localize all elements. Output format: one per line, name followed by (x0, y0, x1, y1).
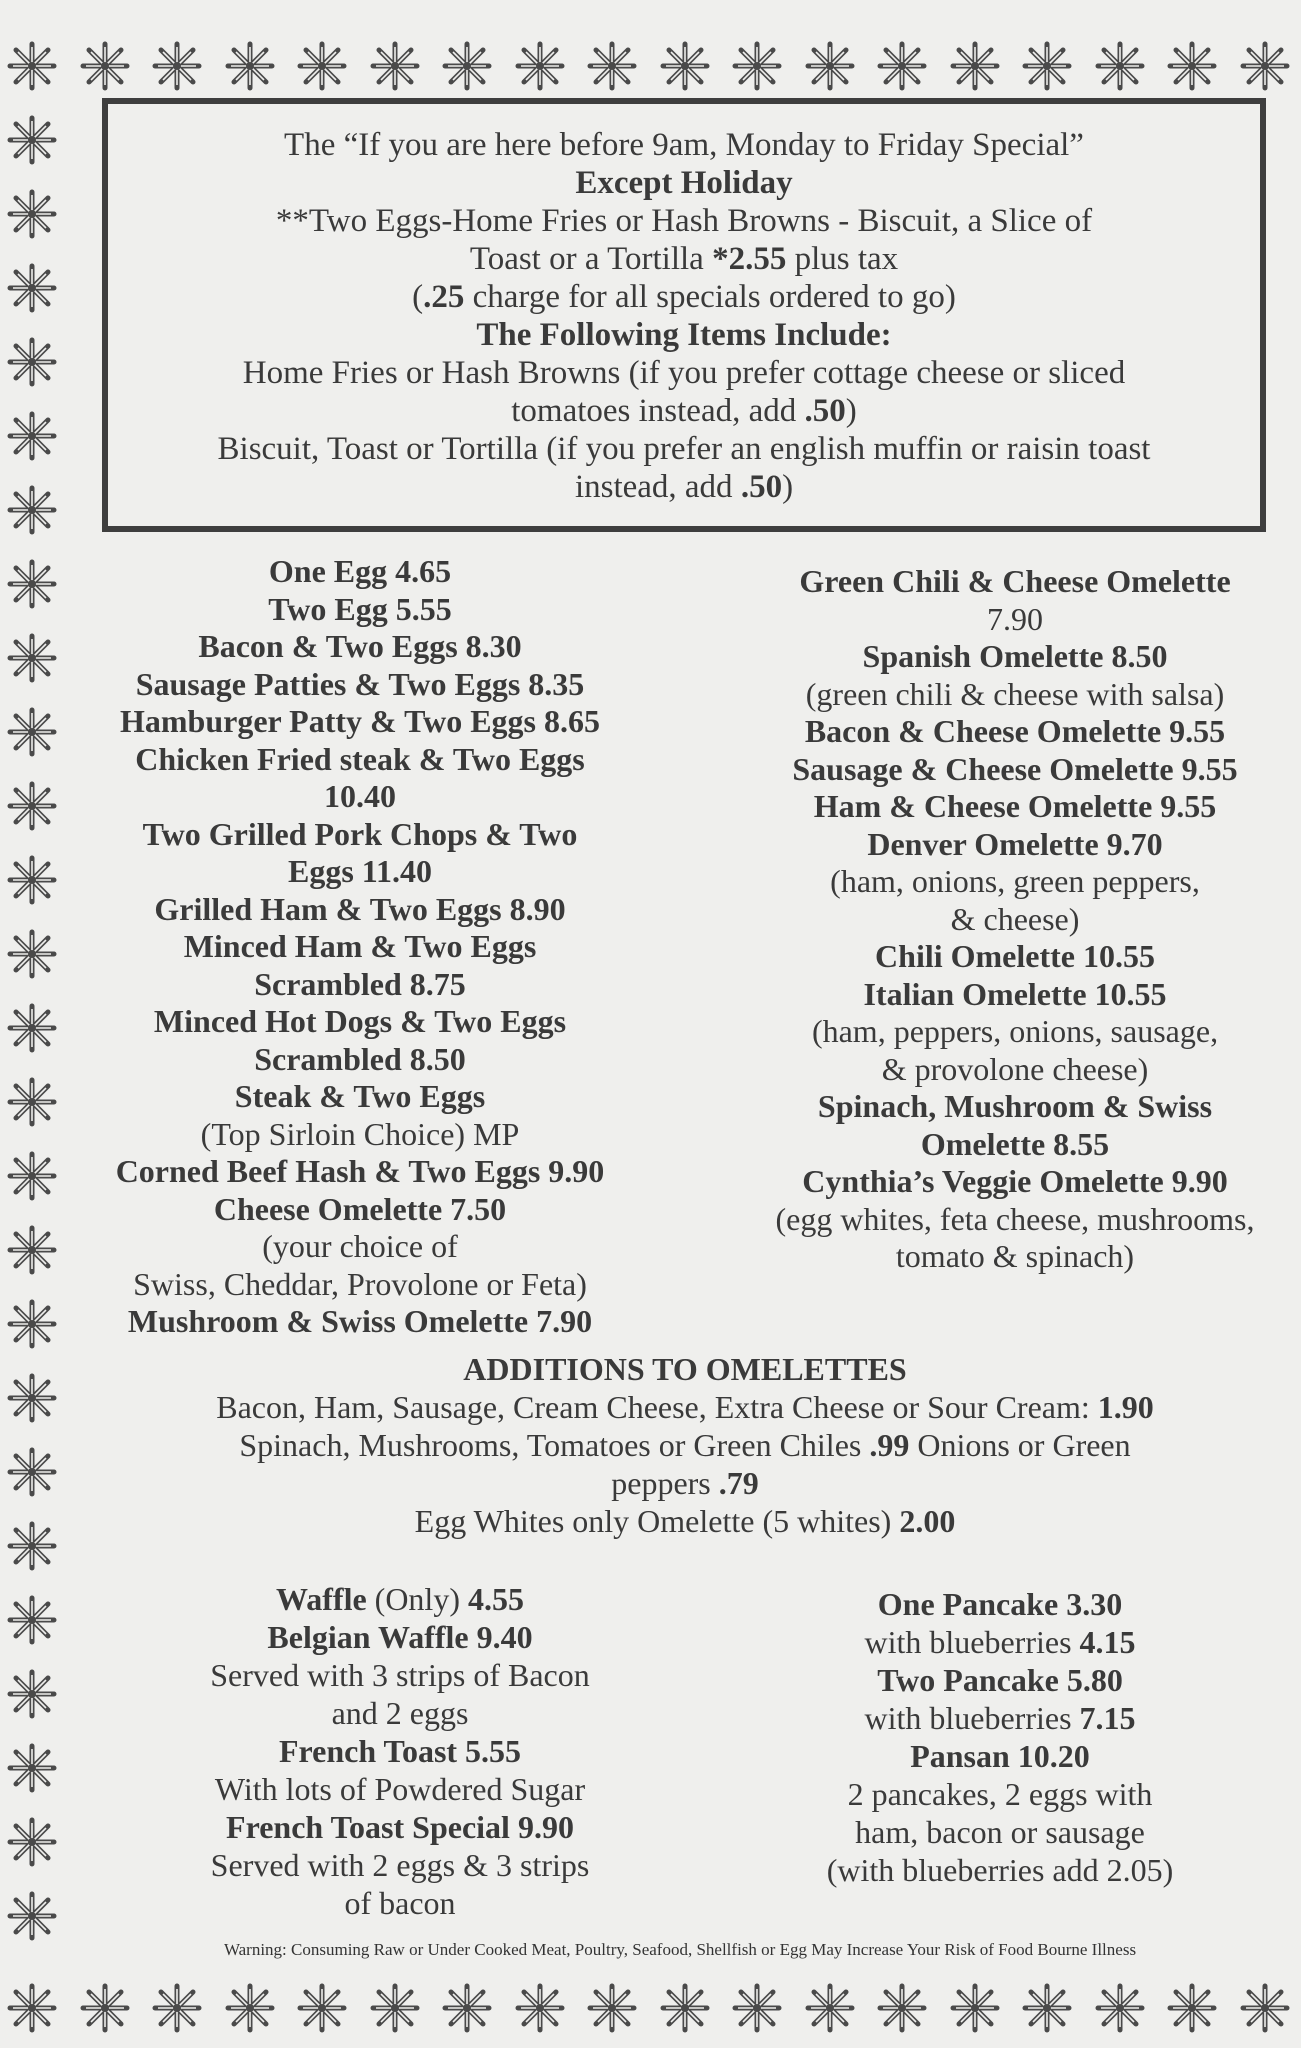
french-toast-desc: With lots of Powdered Sugar (214, 1771, 586, 1807)
bottom-ornament-border (0, 1980, 1301, 2040)
asterisk-flower-icon (729, 1980, 785, 2036)
omelette-item: (green chili & cheese with salsa) (805, 675, 1225, 712)
egg-dish-item: Scrambled 8.50 (254, 1040, 466, 1077)
additions-section (110, 1350, 1260, 1540)
egg-dish-item: Cheese Omelette 7.50 (213, 1190, 507, 1227)
asterisk-flower-icon (802, 38, 858, 94)
muffin-paren: ) (782, 469, 794, 505)
two-pancake-blueberry (740, 1699, 1260, 1737)
additions-title: ADDITIONS TO OMELETTES (463, 1351, 907, 1387)
omelette-item: Cynthia’s Veggie Omelette 9.90 (802, 1163, 1228, 1199)
waffle-price: 4.55 (467, 1581, 524, 1617)
omelette-item: Omelette 8.55 (920, 1125, 1110, 1162)
asterisk-flower-icon (77, 38, 133, 94)
egg-dish-item: 10.40 (324, 778, 396, 814)
biscuit-note: Biscuit, Toast or Tortilla (if you prefer an english muffin or raisin toast (217, 431, 1151, 467)
asterisk-flower-icon (4, 482, 60, 538)
omelette-item: Green Chili & Cheese Omelette (799, 563, 1231, 599)
tomatoes-paren: ) (845, 393, 857, 429)
two-pancake: Two Pancake 5.80 (877, 1662, 1123, 1698)
egg-dish-item: Two Egg 5.55 (268, 590, 452, 627)
asterisk-flower-icon (4, 38, 60, 94)
omelette-item: (ham, onions, green peppers, (830, 863, 1200, 899)
egg-dish-item: Bacon & Two Eggs 8.30 (198, 628, 522, 664)
asterisk-flower-icon (4, 1980, 60, 2036)
egg-dish-item: Scrambled 8.75 (254, 965, 466, 1002)
waffle-item (150, 1580, 650, 1618)
belgian-waffle: Belgian Waffle 9.40 (267, 1619, 533, 1655)
omelette-item: Chili Omelette 10.55 (875, 938, 1155, 974)
asterisk-flower-icon (4, 556, 60, 612)
belgian-desc-2: and 2 eggs (331, 1695, 469, 1731)
pansan-desc-2: ham, bacon or sausage (855, 1814, 1145, 1850)
asterisk-flower-icon (4, 1444, 60, 1500)
to-go-paren: ( (412, 279, 424, 315)
asterisk-flower-icon (4, 186, 60, 242)
asterisk-flower-icon (874, 38, 930, 94)
two-blueberry-text: with blueberries (864, 1700, 1080, 1736)
egg-dish-item: (Top Sirloin Choice) MP (200, 1115, 520, 1152)
egg-dish-item: Minced Ham & Two Eggs (183, 928, 537, 964)
omelette-item: & provolone cheese) (881, 1050, 1149, 1087)
egg-dish-item: Two Grilled Pork Chops & Two (142, 815, 578, 852)
egg-dish-item: Steak & Two Eggs (234, 1078, 486, 1114)
egg-dish-item: Sausage Patties & Two Eggs 8.35 (135, 665, 585, 702)
asterisk-flower-icon (4, 1000, 60, 1056)
asterisk-flower-icon (4, 1370, 60, 1426)
omelette-item: Spinach, Mushroom & Swiss (817, 1088, 1213, 1124)
egg-dish-item: Swiss, Cheddar, Provolone or Feta) (133, 1265, 587, 1302)
to-go-text: charge for all specials ordered to go) (464, 279, 956, 315)
additions-veg-text: Spinach, Mushrooms, Tomatoes or Green Chiles (239, 1427, 870, 1463)
following-items-heading: The Following Items Include: (476, 317, 892, 353)
asterisk-flower-icon (657, 1980, 713, 2036)
asterisk-flower-icon (4, 1518, 60, 1574)
two-blueberry-price: 7.15 (1079, 1700, 1136, 1736)
asterisk-flower-icon (4, 408, 60, 464)
omelette-item: tomato & spinach) (895, 1238, 1135, 1274)
egg-dish-item: One Egg 4.65 (268, 553, 452, 589)
asterisk-flower-icon (222, 38, 278, 94)
asterisk-flower-icon (4, 112, 60, 168)
asterisk-flower-icon (874, 1980, 930, 2036)
additions-peppers-line (110, 1464, 1260, 1502)
special-price-line (108, 240, 1260, 278)
omelette-item: (egg whites, feta cheese, mushrooms, (775, 1200, 1255, 1237)
asterisk-flower-icon (1019, 38, 1075, 94)
asterisk-flower-icon (4, 778, 60, 834)
omelette-item: Sausage & Cheese Omelette 9.55 (792, 750, 1238, 787)
asterisk-flower-icon (729, 38, 785, 94)
asterisk-flower-icon (512, 38, 568, 94)
egg-whites-line (110, 1502, 1260, 1540)
asterisk-flower-icon (584, 1980, 640, 2036)
egg-dishes-column (70, 553, 650, 1341)
omelette-item: Spanish Omelette 8.50 (862, 638, 1168, 674)
asterisk-flower-icon (294, 1980, 350, 2036)
tomatoes-price: .50 (804, 393, 846, 429)
asterisk-flower-icon (222, 1980, 278, 2036)
pansan-desc-1: 2 pancakes, 2 eggs with (847, 1776, 1153, 1812)
asterisk-flower-icon (4, 630, 60, 686)
asterisk-flower-icon (4, 852, 60, 908)
pansan-desc-3: (with blueberries add 2.05) (826, 1852, 1174, 1888)
asterisk-flower-icon (4, 1740, 60, 1796)
asterisk-flower-icon (4, 1222, 60, 1278)
asterisk-flower-icon (1164, 38, 1220, 94)
asterisk-flower-icon (947, 38, 1003, 94)
left-ornament-border (0, 96, 66, 1976)
asterisk-flower-icon (1019, 1980, 1075, 2036)
additions-peppers-price: .79 (718, 1465, 759, 1501)
french-toast-special: French Toast Special 9.90 (226, 1809, 574, 1845)
special-tax-text: plus tax (786, 241, 899, 277)
omelette-item: (ham, peppers, onions, sausage, (811, 1013, 1219, 1049)
egg-dish-item: Mushroom & Swiss Omelette 7.90 (127, 1303, 593, 1339)
omelettes-column (735, 563, 1295, 1276)
asterisk-flower-icon (77, 1980, 133, 2036)
additions-meat-text: Bacon, Ham, Sausage, Cream Cheese, Extra Cheese or Sour Cream: (216, 1389, 1098, 1425)
egg-dish-item: Minced Hot Dogs & Two Eggs (153, 1003, 567, 1039)
asterisk-flower-icon (367, 1980, 423, 2036)
omelette-item: Bacon & Cheese Omelette 9.55 (804, 713, 1226, 749)
asterisk-flower-icon (1237, 1980, 1293, 2036)
special-to-go-line (108, 278, 1260, 316)
early-bird-special-box (102, 98, 1266, 532)
pancakes-section (740, 1585, 1260, 1889)
tomatoes-line (108, 392, 1260, 430)
special-except-holiday: Except Holiday (575, 165, 793, 201)
pansan: Pansan 10.20 (910, 1738, 1090, 1774)
omelette-item: Denver Omelette 9.70 (867, 825, 1163, 862)
asterisk-flower-icon (4, 926, 60, 982)
additions-veg-line (110, 1426, 1260, 1464)
asterisk-flower-icon (4, 1814, 60, 1870)
omelette-item: Italian Omelette 10.55 (863, 975, 1167, 1012)
egg-dish-item: Corned Beef Hash & Two Eggs 9.90 (115, 1153, 605, 1189)
one-pancake: One Pancake 3.30 (877, 1586, 1123, 1622)
french-toast-special-desc-2: of bacon (344, 1885, 456, 1921)
egg-dish-item: Hamburger Patty & Two Eggs 8.65 (120, 703, 600, 739)
omelette-item: Ham & Cheese Omelette 9.55 (813, 788, 1217, 824)
asterisk-flower-icon (512, 1980, 568, 2036)
special-price-text: Toast or a Tortilla (469, 241, 713, 277)
food-safety-warning: Warning: Consuming Raw or Under Cooked Meat, Poultry, Seafood, Shellfish or Egg May Increase Your Risk of Food Bourne Illness (223, 1940, 1137, 1959)
waffle-only: (Only) (366, 1581, 468, 1617)
additions-onions-text: Onions or Green (909, 1427, 1131, 1463)
asterisk-flower-icon (149, 1980, 205, 2036)
muffin-price: .50 (740, 469, 783, 505)
omelette-item: 7.90 (987, 600, 1043, 637)
special-price: *2.55 (712, 241, 787, 277)
asterisk-flower-icon (4, 334, 60, 390)
belgian-desc-1: Served with 3 strips of Bacon (210, 1657, 590, 1693)
additions-meat-line (110, 1388, 1260, 1426)
waffles-section (150, 1580, 650, 1922)
asterisk-flower-icon (4, 1592, 60, 1648)
asterisk-flower-icon (367, 38, 423, 94)
asterisk-flower-icon (584, 38, 640, 94)
tomatoes-text: tomatoes instead, add (511, 393, 805, 429)
asterisk-flower-icon (4, 1888, 60, 1944)
egg-dish-item: (your choice of (262, 1228, 458, 1264)
omelette-item: & cheese) (950, 900, 1080, 937)
additions-meat-price: 1.90 (1097, 1389, 1154, 1425)
egg-whites-price: 2.00 (899, 1503, 956, 1539)
asterisk-flower-icon (4, 1666, 60, 1722)
top-ornament-border (0, 38, 1301, 98)
egg-dish-item: Grilled Ham & Two Eggs 8.90 (154, 890, 566, 927)
special-description: **Two Eggs-Home Fries or Hash Browns - Biscuit, a Slice of (275, 203, 1093, 239)
asterisk-flower-icon (439, 38, 495, 94)
muffin-line (108, 468, 1260, 506)
asterisk-flower-icon (4, 1074, 60, 1130)
asterisk-flower-icon (802, 1980, 858, 2036)
home-fries-note: Home Fries or Hash Browns (if you prefer cottage cheese or sliced (242, 355, 1126, 391)
additions-peppers-text: peppers (611, 1465, 719, 1501)
asterisk-flower-icon (4, 260, 60, 316)
asterisk-flower-icon (294, 38, 350, 94)
asterisk-flower-icon (1092, 38, 1148, 94)
additions-veg-price: .99 (869, 1427, 910, 1463)
french-toast-special-desc-1: Served with 2 eggs & 3 strips (210, 1847, 590, 1883)
one-blueberry-price: 4.15 (1079, 1624, 1136, 1660)
asterisk-flower-icon (657, 38, 713, 94)
egg-dish-item: Eggs 11.40 (287, 853, 433, 889)
muffin-text: instead, add (574, 469, 741, 505)
waffle-name: Waffle (276, 1581, 367, 1617)
asterisk-flower-icon (4, 1148, 60, 1204)
egg-dish-item: Chicken Fried steak & Two Eggs (135, 740, 585, 777)
french-toast: French Toast 5.55 (278, 1733, 522, 1769)
asterisk-flower-icon (1237, 38, 1293, 94)
asterisk-flower-icon (4, 704, 60, 760)
to-go-price: .25 (423, 279, 465, 315)
one-pancake-blueberry (740, 1623, 1260, 1661)
asterisk-flower-icon (1092, 1980, 1148, 2036)
one-blueberry-text: with blueberries (864, 1624, 1080, 1660)
egg-whites-text: Egg Whites only Omelette (5 whites) (414, 1503, 900, 1539)
asterisk-flower-icon (4, 1296, 60, 1352)
asterisk-flower-icon (1164, 1980, 1220, 2036)
asterisk-flower-icon (947, 1980, 1003, 2036)
asterisk-flower-icon (149, 38, 205, 94)
asterisk-flower-icon (439, 1980, 495, 2036)
special-headline: The “If you are here before 9am, Monday to Friday Special” (284, 127, 1084, 163)
